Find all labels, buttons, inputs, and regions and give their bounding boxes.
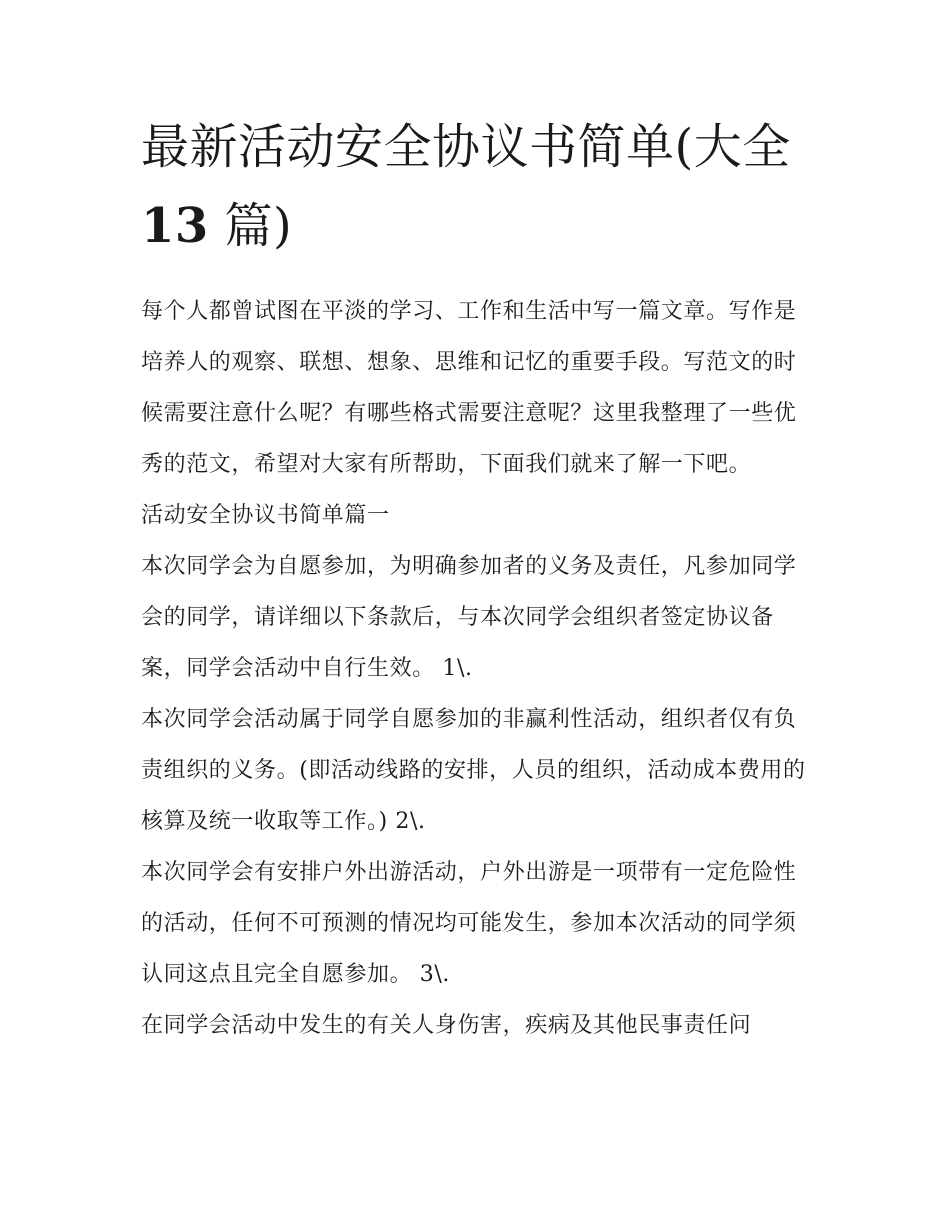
section-heading: 活动安全协议书简单篇一 xyxy=(141,503,390,528)
intro-paragraph: 每个人都曾试图在平淡的学习、工作和生活中写一篇文章。写作是培养人的观察、联想、想象、思维和记忆的重要手段。写范文的时候需要注意什么呢？有哪些格式需要注意呢？这里我整理了一些优秀的范文，希望对大家有所帮助，下面我们就来了解一下吧。 xyxy=(141,299,797,477)
document-title xyxy=(141,108,813,266)
title-suffix: 篇) xyxy=(208,198,293,254)
title-line-1: 最新活动安全协议书简单(大全 xyxy=(141,119,791,175)
document-body xyxy=(141,286,813,1051)
body-paragraph: 本次同学会为自愿参加，为明确参加者的义务及责任，凡参加同学会的同学，请详细以下条款后，与本次同学会组织者签定协议备案，同学会活动中自行生效。 1\. xyxy=(141,554,797,681)
body-paragraph: 本次同学会有安排户外出游活动，户外出游是一项带有一定危险性的活动，任何不可预测的情况均可能发生，参加本次活动的同学须认同这点且完全自愿参加。 3\. xyxy=(141,860,797,987)
document-content xyxy=(141,108,813,1051)
body-paragraph: 在同学会活动中发生的有关人身伤害，疾病及其他民事责任问 xyxy=(141,1013,752,1038)
title-number: 13 xyxy=(141,198,209,254)
body-paragraph: 本次同学会活动属于同学自愿参加的非赢利性活动，组织者仅有负责组织的义务。(即活动线路的安排，人员的组织，活动成本费用的核算及统一收取等工作。) 2\. xyxy=(141,707,806,834)
